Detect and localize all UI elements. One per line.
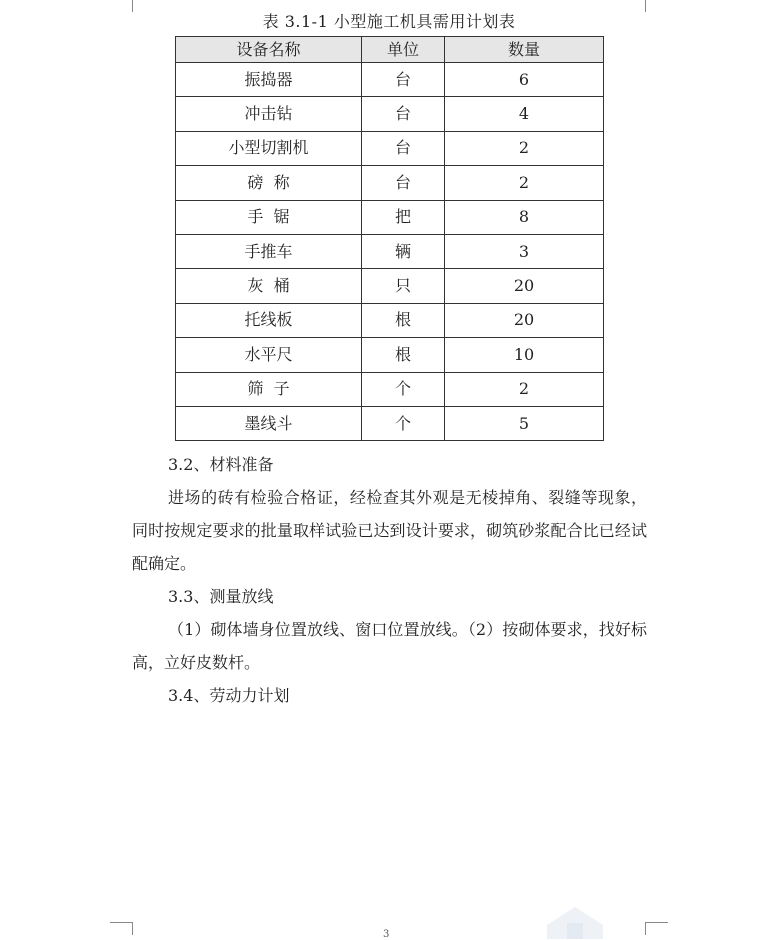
- crop-mark-top-left: [110, 0, 133, 12]
- cell-name: 托线板: [176, 303, 362, 337]
- section-3-3-heading: 3.3、测量放线: [168, 587, 274, 606]
- page-number: 3: [383, 929, 390, 940]
- cell-unit: 个: [362, 372, 445, 406]
- table-row: [176, 63, 604, 97]
- cell-quantity: 5: [445, 406, 604, 440]
- table-row: [176, 269, 604, 303]
- cell-quantity: 2: [445, 131, 604, 165]
- cell-quantity: 20: [445, 303, 604, 337]
- cell-name: 手推车: [176, 234, 362, 268]
- cell-unit: 根: [362, 338, 445, 372]
- document-body: [132, 448, 647, 712]
- cell-name: 水平尺: [176, 338, 362, 372]
- table-row: [176, 406, 604, 440]
- section-3-2-heading: 3.2、材料准备: [168, 455, 274, 474]
- cell-quantity: 2: [445, 372, 604, 406]
- header-equipment-name: 设备名称: [176, 37, 362, 63]
- section-3-2-paragraph: 进场的砖有检验合格证，经检查其外观是无棱掉角、裂缝等现象，同时按规定要求的批量取样试验已达到设计要求，砌筑砂浆配合比已经试配确定。: [132, 488, 647, 573]
- cell-name: 磅 称: [176, 166, 362, 200]
- cell-name: 手 锯: [176, 200, 362, 234]
- cell-quantity: 3: [445, 234, 604, 268]
- watermark-logo: [545, 905, 605, 939]
- cell-quantity: 2: [445, 166, 604, 200]
- table-row: [176, 166, 604, 200]
- table-row: [176, 200, 604, 234]
- cell-name: 振捣器: [176, 63, 362, 97]
- section-3-4-heading: 3.4、劳动力计划: [168, 686, 290, 705]
- table-row: [176, 131, 604, 165]
- cell-unit: 只: [362, 269, 445, 303]
- cell-unit: 台: [362, 63, 445, 97]
- cell-quantity: 4: [445, 97, 604, 131]
- table-row: [176, 372, 604, 406]
- cell-name: 筛 子: [176, 372, 362, 406]
- cell-quantity: 6: [445, 63, 604, 97]
- header-quantity: 数量: [445, 37, 604, 63]
- cell-unit: 个: [362, 406, 445, 440]
- cell-unit: 把: [362, 200, 445, 234]
- crop-mark-top-right: [645, 0, 668, 12]
- crop-mark-bottom-left: [110, 922, 133, 935]
- cell-quantity: 20: [445, 269, 604, 303]
- cell-name: 墨线斗: [176, 406, 362, 440]
- table-row: [176, 97, 604, 131]
- cell-quantity: 10: [445, 338, 604, 372]
- cell-unit: 台: [362, 166, 445, 200]
- cell-name: 冲击钻: [176, 97, 362, 131]
- crop-mark-bottom-right: [645, 922, 668, 935]
- cell-name: 灰 桶: [176, 269, 362, 303]
- header-unit: 单位: [362, 37, 445, 63]
- table-row: [176, 338, 604, 372]
- table-header-row: [176, 37, 604, 63]
- section-3-3-paragraph: （1）砌体墙身位置放线、窗口位置放线。（2）按砌体要求，找好标高，立好皮数杆。: [132, 620, 647, 672]
- equipment-table: [175, 36, 604, 441]
- table-row: [176, 303, 604, 337]
- table-row: [176, 234, 604, 268]
- cell-unit: 台: [362, 131, 445, 165]
- cell-unit: 台: [362, 97, 445, 131]
- cell-unit: 辆: [362, 234, 445, 268]
- cell-quantity: 8: [445, 200, 604, 234]
- cell-unit: 根: [362, 303, 445, 337]
- cell-name: 小型切割机: [176, 131, 362, 165]
- table-caption: 表 3.1-1 小型施工机具需用计划表: [262, 12, 516, 31]
